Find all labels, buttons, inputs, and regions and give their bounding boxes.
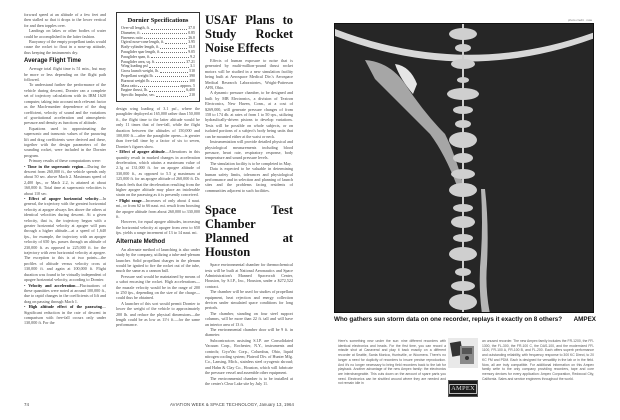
paragraph: forward speed at an altitude of a few feet and then stalled so that it drops to the lower vertical for and then topples over. <box>24 12 106 28</box>
spec-row: Engine thrust, lb. 6,400 <box>121 88 195 93</box>
spec-row: Gross launch weight, lb. 510 <box>121 69 195 74</box>
paragraph: The chamber, standing on four steel support columns, will be more than 22 ft. tall and will have an interior area of 13 ft. <box>205 310 293 327</box>
specifications-table <box>116 12 200 102</box>
paragraph: design wing loading of 3.1 psf., where the paraglider deployed at 165,000 rather than 150,000 ft., the flight time to the latter altitude would be only 11 times that of free-fall, while the flight duration between the altitudes of 150,000 and 100,000 ft.—after the paraglider opens—is greater than free-fall time by a factor of six to seven, Dornier's figures show. <box>116 105 200 149</box>
bullet-lead: Effect of apogee horizontal velocity <box>28 196 99 201</box>
oscilloscope-trace-image <box>335 24 594 313</box>
paragraph: Subcontractors assisting S.I.P. are Consolidated Vacuum Corp., Rochester, N.Y., instruments and controls; CryoVac Corp., Columbus, Ohio, liquid nitrogen cooling system; Plateoil Div. of Hunter Mfg. Co., Lansing, Mich., stainless steel cryogenic shroud; and Hahn & Clay Co., Houston, which will fabricate the pressure vessel and assemble other equipment. <box>205 337 293 376</box>
spec-row: Body-cylinder length, ft. 13.0 <box>121 45 195 50</box>
recorder-product-image <box>448 338 478 368</box>
paragraph: Data is expected to be valuable in determining human safety limits, tolerances and physiological performance and in selection and planning of launch sites and the problems facing residents of communities adjacent to such facilities. <box>205 166 293 193</box>
bullet-lead: High altitude effect of the parawing <box>28 304 102 310</box>
spec-row: Propellant weight lb. 390 <box>121 73 195 78</box>
paragraph: Average total flight time is 51 min., but may be more or less depending on the flight path followed. <box>24 66 106 83</box>
spec-row: Paraglider spar length, ft. 9.05 <box>121 49 195 54</box>
ad-brand: AMPEX <box>573 316 596 323</box>
spec-row: Paraglider area, sq. ft. 37.21 <box>121 59 195 64</box>
publication-footer: AVIATION WEEK & SPACE TECHNOLOGY, January 13, 1964 <box>170 402 295 407</box>
ampex-logo: AMPEX <box>448 380 478 397</box>
paragraph: Pressure seal would be maintained by means of a sabot encasing the rocket. High accelerations—the muzzle velocity would be in the range of 200 to 250 fps., depending on the size of the charge—could thus be obtained. <box>116 273 200 301</box>
bullet-paragraph: • Effect of apogee horizontal velocity—In general, the trajectory with the greatest horizontal velocity at apogee always lies above the others at identical velocities during descent. At a given velocity, that is, the trajectory begun with a greater horizontal velocity at apogee will pass through a higher altitude—at a speed of 1,640 fps., for example, the trajectory with an apogee velocity of 650 fps. passes through an altitude of 230,000 ft. as opposed to 225,000 ft. for the trajectory with zero horizontal velocity at apogee. The exception to this is at two points—the profiles of altitude versus velocity cross at 130,000 ft. and again at 100,000 ft. Flight duration was found to be virtually independent of apogee horizontal velocity, according to Dornier. <box>24 196 106 283</box>
ad-body-right: an unused recorder. The new Ampex family includes the FR-1200, the FR-1300, the FL-300, the FR-100 C, the DAS-100, and the modernized FR-1100, FR-100 A, FR-100 B, and FL-200. Each offers superb performance and outstanding reliability, with frequency response to 300 KC Direct, to 20 KC FM and PDM. Each is designed for versatility in the lab or in the field. Now, all are truly compatible. For additional information on this Ampex family write to the only company providing recorders, tape and core memory devices for every application: Ampex Corporation, Redwood City, California. Sales and service engineers throughout the world. <box>482 339 594 381</box>
bullet-paragraph: • High altitude effect of the parawing—Significant reduction in the rate of descent in comparison with free-fall occurs only under 130,000 ft. For the <box>24 304 106 326</box>
section-subhead: Average Flight Time <box>24 58 82 65</box>
spec-row: Ogival nose-cone length, ft. 3.95 <box>121 40 195 45</box>
article-column-1 <box>24 12 106 326</box>
paragraph: Primary results of these computations were: <box>29 158 101 164</box>
paragraph: The chamber will be used for studies of propellant equipment, heat rejection and energy collection devices under simulated space conditions for long periods. <box>205 289 293 311</box>
spec-row: Fineness ratio 26.0 <box>121 35 195 40</box>
ad-body-left: Here's something new under the sun: nine different recorders with identical electronics and heads. For the first time, you can record a missile shot at Canaveral and play it back exactly on a different recorder at Seattle, Santa Monica, Huntsville, or Woomera. There's no longer a need for duplicity of recorders to insure precise reproduction. And it's no longer necessary to bring field recorders back to the lab for playback. Another advantage of the new Ampex family: the electronics are interchangeable. This cuts down on the amount of spare parts you need. Electronics can be shuttled around where they are needed and not remain idle in <box>338 339 446 386</box>
paragraph: Equations used in approximating the supersonic and transonic values of the parawing lift and drag coefficients were derived and these, together with the design parameters of the sounding rocket, were included in the Dornier program. <box>24 125 106 158</box>
specifications-title: Dornier Specifications <box>127 17 189 24</box>
spec-row: Mass ratio approx. 5 <box>121 83 195 88</box>
article-column-2 <box>116 12 200 328</box>
paragraph: Landings on lakes or other bodies of water could be accomplished in the latter fashion. <box>24 28 106 39</box>
article-headline: Space Test Chamber Planned at Houston <box>205 203 293 260</box>
paragraph: Buoyancy of the empty propellant tanks would cause the rocket to float in a nose-up attitude, thus keeping the instruments dry. <box>24 39 106 55</box>
sun-storm-photo <box>334 23 594 313</box>
bullet-paragraph: • Time in the supersonic region—During the descent from 260,000 ft., the vehicle spends only about 50 sec. above Mach 2. Maximum speed of 2,400 fps., or Mach 2.2, is attained at about 160,000 ft. Total time at supersonic velocities is about 110 sec. <box>24 163 106 196</box>
bullet-lead: Effect of apogee altitude <box>119 149 165 155</box>
spec-row: Over-all length, ft. 37.0 <box>121 26 195 30</box>
bullet-lead: Time in the supersonic region <box>27 163 84 169</box>
spec-row: Burnout weight lb. 100 <box>121 78 195 83</box>
paragraph: However, for equal apogee altitudes, increasing the horizontal velocity at apogee from zero to 650 fps. yields a range increment of 13 to 14 naut. mi. <box>116 219 200 236</box>
bullet-paragraph: • Velocity and acceleration—Fluctuations of these quantities were noted at around 100,000 ft., due to rapid changes in the coefficients of lift and drag on passing through Mach 1. <box>24 282 106 304</box>
photo-credit: photo credit · note <box>568 18 593 22</box>
ad-headline: Who gathers sun storm data on one recorder, replays it exactly on 8 others? <box>334 316 563 323</box>
paragraph: The simulation facility is to be completed in May. <box>210 160 292 166</box>
bullet-lead: Flight range <box>119 197 142 203</box>
paragraph: The environmental chamber door will be 9 ft. in diameter. <box>205 327 293 338</box>
spec-row: Paraglider span, ft. 9.2 <box>121 54 195 59</box>
ad-caption <box>334 316 596 323</box>
spec-row: Diameter, ft. 0.85 <box>121 30 195 35</box>
section-subhead: Alternate Method <box>116 238 166 245</box>
page-number: 74 <box>24 402 30 407</box>
paragraph: A dynamic pressure chamber, to be designed and built by MB Electronics, a division of Textron Electronics, New Haven, Conn., at a cost of $269,000, will generate pressure changes of from 158 to 174 db. at rates of from 1 to 50 cps., utilizing hydraulically-driven pistons to develop variations. Tests will be possible on whole subjects, or on isolated portions of a subject's body being units that can be mounted either at the waist or neck. <box>205 90 293 139</box>
bullet-paragraph: • Effect of apogee altitude—Alterations in this quantity result in marked changes in acceleration deceleration, which attains a maximum value of 2.1g at 131,000 ft. for an apogee altitude of 330,000 ft., as opposed to 5.5 g maximum at 125,000 ft. for an apogee altitude of 260,000 ft. Dr. Busch feels that the deceleration resulting from the higher apogee altitude may place an intolerable strain on the parawing as it is presently conceived. <box>116 149 200 198</box>
paragraph: The environmental chamber is to be installed at the center's Clear Lake site by July 11. <box>205 375 293 387</box>
paragraph: Instrumentation will provide detailed physical and physiological measurements including blood pressure, heart rate, respiratory response, body temperature and sound pressure levels. <box>205 139 293 161</box>
paragraph: To understand further the performance of the vehicle during descent, Dornier ran a complete set of trajectory calculations with its IBM 1620 computer, taking into account each relevant factor as the Mach-number dependence of the drag coefficient, velocity of sound and the variations of gravitational acceleration and atmospheric pressure and density as functions of altitude. <box>24 82 107 126</box>
paragraph: Space environmental chamber for thermochemical tests will be built at National Aeronautics and Space Administration's Manned Spacecraft Center, Houston, by S.I.P., Inc., Houston, under a $272,522 contract. <box>205 262 293 289</box>
paragraph: An alternate method of launching is also under study by the company, utilizing a tube-and-plenum launcher. Solid propellant charges in the plenum would be ignited to fire the rocket out of the tube, much the same as a cannon ball. <box>116 246 200 274</box>
spec-row: Specific Impulse, sec. 210 <box>121 93 195 98</box>
spec-row: Wing loading psf 3.1 <box>121 64 195 69</box>
article-headline: USAF Plans to Study Rocket Noise Effects <box>205 13 293 55</box>
paragraph: A launcher of this sort would permit Dornier to lower the weight of the vehicle to approximately 200 lb. and reduce the physical dimensions—the length could be as low as 11½ ft.—for the same performance. <box>116 300 200 328</box>
bullet-lead: Velocity and acceleration <box>28 282 76 288</box>
bullet-paragraph: • Flight range—Increases of only about 4 naut. mi., or from 62 to 66 naut. mi. result from boosting the apogee altitude from about 260,000 to 330,000 ft. <box>116 197 200 220</box>
paragraph: Effects of human exposure to noise that is generated by multi-million-pound thrust rocket motors will be studied in a new simulation facility being built at Aerospace Medical Div.'s Aerospace Medical Research Laboratories, Wright-Patterson AFB, Ohio. <box>205 58 293 91</box>
article-column-3 <box>205 13 293 387</box>
